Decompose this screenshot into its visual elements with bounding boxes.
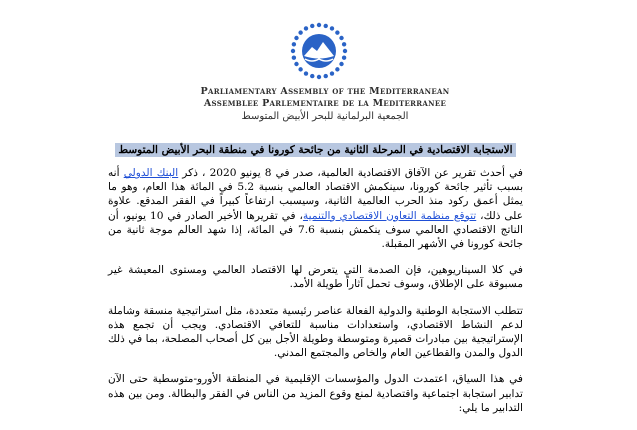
pam-emblem-icon: [288, 20, 350, 82]
document-body: [108, 166, 523, 427]
paragraph-1-text-a: في أحدث تقرير عن الآفاق الاقتصادية العالمية، صدر في 8 يونيو 2020 ، ذكر: [178, 167, 523, 179]
paragraph-3: تتطلب الاستجابة الوطنية والدولية الفعالة عناصر رئيسية متعددة، مثل استراتيجية منسقة وشاملة لدعم النشاط الاقتصادي، واستعدادات مناسبة للتعافي الاقتصادي. ويجب أن تجمع هذه الإستراتيجية بين مبادرات قصيرة ومتوسطة وطويلة الأجل بين كل أصحاب المصلحة، بما في ذلك الدول والمدن والقطاعين العام والخاص والمجتمع المدني.: [108, 304, 523, 360]
document-title: الاستجابة الاقتصادية في المرحلة الثانية من جائحة كورونا في منطقة البحر الأبيض المتوسط: [115, 143, 515, 157]
paragraph-2: في كلا السيناريوهين، فإن الصدمة التي يتعرض لها الاقتصاد العالمي ومستوى المعيشة غير مسبوقة على الإطلاق، وسوف تحمل آثاراً طويلة الأمد.: [108, 264, 523, 291]
paragraph-1: [108, 166, 523, 251]
paragraph-1-text-c: ، في تقريرها الأخير الصادر في 10 يونيو، أن الناتج الاقتصادي العالمي سوف ينكمش بنسبة 7.6 في المائة، إذا شهد العالم موجة ثانية من جائحة كورونا في الأشهر المقبلة.: [108, 209, 523, 251]
org-name-arabic: الجمعية البرلمانية للبحر الأبيض المتوسط: [241, 111, 409, 122]
oecd-link[interactable]: تتوقع منظمة التعاون الاقتصادي والتنمية: [302, 209, 477, 222]
world-bank-link[interactable]: البنك الدولي: [123, 167, 179, 179]
paragraph-4: في هذا السياق، اعتمدت الدول والمؤسسات الإقليمية في المنطقة الأورو-متوسطية حتى الآن تدابير استجابة اجتماعية واقتصادية لمنع وقوع المزيد من الناس في الفقر والبطالة. ومن بين هذه التدابير ما يلي:: [108, 373, 523, 414]
org-name-french: Assemblee Parlementaire de la Mediterranee: [203, 98, 447, 109]
org-name-english: Parliamentary Assembly of the Mediterranean: [200, 86, 450, 97]
document-title-row: [108, 142, 523, 158]
paragraph-1-text-b: أنه بسبب تأثير جائحة كورونا، سينكمش الاقتصاد العالمي بنسبة 5.2 في المائة هذا العام، وهو ما يمثل أعمق ركود منذ الحرب العالمية الثانية، وسيسبب ارتفاعاً كبيراً في الفقر المدقع. علاوة على ذلك،: [108, 167, 524, 222]
